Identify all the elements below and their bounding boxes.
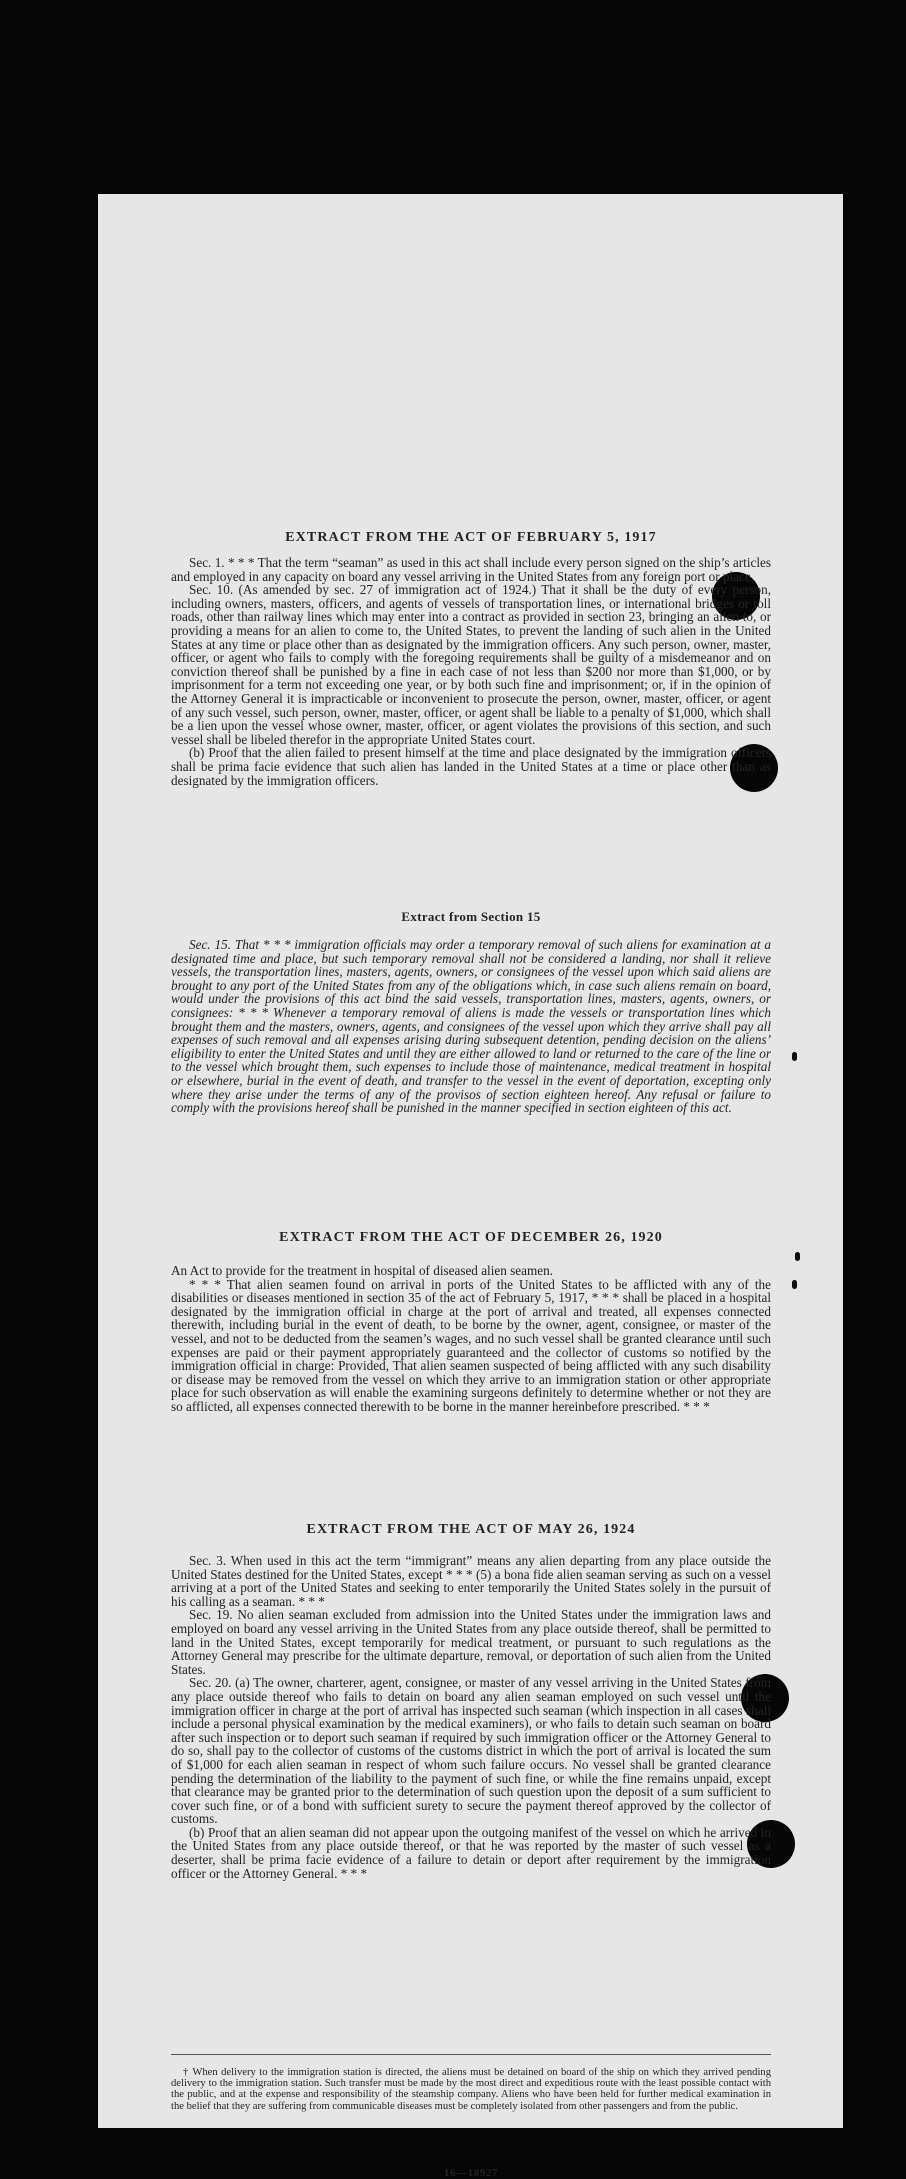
paragraph-sec-10: Sec. 10. (As amended by sec. 27 of immigration act of 1924.) That it shall be the duty of every person, including owners, masters, officers, and agents of vessels of transportation lines, or international bridges or toll roads, other than railway lines which may enter into a contract as provided in section 23, bringing an alien to, or providing a means for an alien to come to, the United States, to prevent the landing of such alien in the United States at any time or place other than as designated by the immigration officers. Any such person, owner, master, officer, or agent who fails to comply with the foregoing requirements shall be guilty of a misdemeanor and on conviction thereof shall be punished by a fine in each case of not less than $200 nor more than $1,000, or by imprisonment for a term not exceeding one year, or by both such fine and imprisonment; or, if in the opinion of the Attorney General it is impracticable or inconvenient to prosecute the person, owner, master, officer, or agent of any such vessel, such person, owner, master, officer, or agent shall be liable to a penalty of $1,000, which shall be a lien upon the vessel whose owner, master, officer, or agent violates the provisions of this section, and such vessel shall be libeled therefor in the appropriate United States court.	[171, 582, 771, 747]
paragraph-sec-15: Sec. 15. That * * * immigration officials may order a temporary removal of such aliens for examination at a designated time and place, but such temporary removal shall not be considered a landing, nor shall it relieve vessels, the transportation lines, masters, agents, owners, or consignees of the vessel upon which said aliens are brought to any port of the United States from any of the obligations which, in case such aliens remain on board, would under the provisions of this act bind the said vessels, transportation lines, masters, agents, owners, or consignees: * * * Whenever a temporary removal of aliens is made the vessels or transportation lines which brought them and the masters, owners, agents, and consignees of the vessel upon which they arrive shall pay all expenses of such removal and all expenses arising during subsequent detention, pending decision on the aliens’ eligibility to enter the United States and until they are either allowed to land or returned to the care of the line or to the vessel which brought them, such expenses to include those of maintenance, medical treatment in hospital or elsewhere, burial in the event of death, and transfer to the vessel in the event of deportation, excepting only where they arise under the terms of any of the provisos of section eighteen hereof. Any refusal or failure to comply with the provisions hereof shall be punished in the manner specified in section eighteen of this act.	[171, 937, 771, 1116]
ink-mark	[795, 1252, 800, 1261]
heading-act-feb-1917: EXTRACT FROM THE ACT OF FEBRUARY 5, 1917	[285, 530, 657, 545]
paragraph-sec-19: Sec. 19. No alien seaman excluded from admission into the United States under the immigration laws and employed on board any vessel arriving in the United States from any place outside thereof, shall be permitted to land in the United States, except temporarily for medical treatment, or pursuant to such regulations as the Attorney General may prescribe for the ultimate departure, removal, or deportation of such alien from the United States.	[171, 1607, 771, 1677]
footnote-text: † When delivery to the immigration station is directed, the aliens must be detained on board of the ship on which they arrived pending delivery to the immigration station. Such transfer must be made by the most direct and expeditious route with the least possible contact with the public, and at the expense and responsibility of the steamship company. Aliens who have been held for further medical examination in the belief that they are suffering from communicable diseases must be completely isolated from other passengers and from the public.	[171, 2067, 771, 2112]
paragraph-sec-10-b: (b) Proof that the alien failed to present himself at the time and place designated by the immigration officers shall be prima facie evidence that such alien has landed in the United States at a time or place other than as designated by the immigration officers.	[171, 745, 771, 788]
paragraph-sec-20-a: Sec. 20. (a) The owner, charterer, agent, consignee, or master of any vessel arriving in the United States from any place outside thereof who fails to detain on board any alien seaman employed on such vessel until the immigration officer in charge at the port of arrival has inspected such seaman (which inspection in all cases shall include a personal physical examination by the medical examiners), or who fails to detain such seaman on board after such inspection or to deport such seaman if required by such immigration officer or the Attorney General to do so, shall pay to the collector of customs of the customs district in which the port of arrival is located the sum of $1,000 for each alien seaman in respect of whom such failure occurs. No vessel shall be granted clearance pending the determination of the liability to the payment of such fine, or while the fine remains unpaid, except that clearance may be granted prior to the determination of such question upon the deposit of a sum sufficient to cover such fine, or of a bond with sufficient surety to secure the payment thereof approved by the collector of customs.	[171, 1675, 771, 1827]
ink-mark	[792, 1280, 797, 1289]
section-act-may-1924	[171, 1554, 771, 1880]
heading-act-dec-1920: EXTRACT FROM THE ACT OF DECEMBER 26, 1920	[279, 1230, 663, 1245]
page-number: 16—18927	[443, 2167, 499, 2179]
paragraph-alien-seamen-hospital: * * * That alien seamen found on arrival in ports of the United States to be afflicted with any of the disabilities or diseases mentioned in section 35 of the act of February 5, 1917, * * * shall be placed in a hospital designated by the immigration official in charge at the port of arrival and treated, all expenses connected therewith, including burial in the event of death, to be borne by the owner, agent, consignee, or master of the vessel, and not to be deducted from the seamen’s wages, and no such vessel shall be granted clearance until such expenses are paid or their payment appropriately guaranteed and the collector of customs so notified by the immigration official in charge: Provided, That alien seamen suspected of being afflicted with any such disability or disease may be removed from the vessel on which they arrive to an immigration station or other appropriate place for such observation as will enable the examining surgeons definitely to determine whether or not they are so afflicted, all expenses connected therewith to be borne in the manner hereinbefore prescribed. * * *	[171, 1276, 771, 1414]
footnote	[171, 2067, 771, 2112]
section-act-feb-1917	[171, 556, 771, 787]
heading-act-may-1924: EXTRACT FROM THE ACT OF MAY 26, 1924	[306, 1522, 636, 1537]
paragraph-sec-1: Sec. 1. * * * That the term “seaman” as used in this act shall include every person signed on the ship’s articles and employed in any capacity on board any vessel arriving in the United States from any foreign port or place.	[171, 555, 771, 584]
paragraph-sec-20-b: (b) Proof that an alien seaman did not appear upon the outgoing manifest of the vessel on which he arrived in the United States from any place outside thereof, or that he was reported by the master of such vessel as a deserter, shall be prima facie evidence of a failure to detain or deport after requirement by the immigration officer or the Attorney General. * * *	[171, 1824, 771, 1881]
footnote-divider	[171, 2054, 771, 2055]
ink-mark	[792, 1052, 797, 1061]
section-act-dec-1920	[171, 1264, 771, 1414]
paragraph-act-title: An Act to provide for the treatment in hospital of diseased alien seamen.	[171, 1263, 553, 1278]
heading-section-15: Extract from Section 15	[401, 909, 541, 924]
section-15-text	[171, 938, 771, 1115]
paragraph-sec-3: Sec. 3. When used in this act the term “immigrant” means any alien departing from any place outside the United States destined for the United States, except * * * (5) a bona fide alien seaman serving as such on a vessel arriving at a port of the United States and seeking to enter temporarily the United States solely in the pursuit of his calling as a seaman. * * *	[171, 1553, 771, 1609]
document-page	[98, 194, 843, 2179]
